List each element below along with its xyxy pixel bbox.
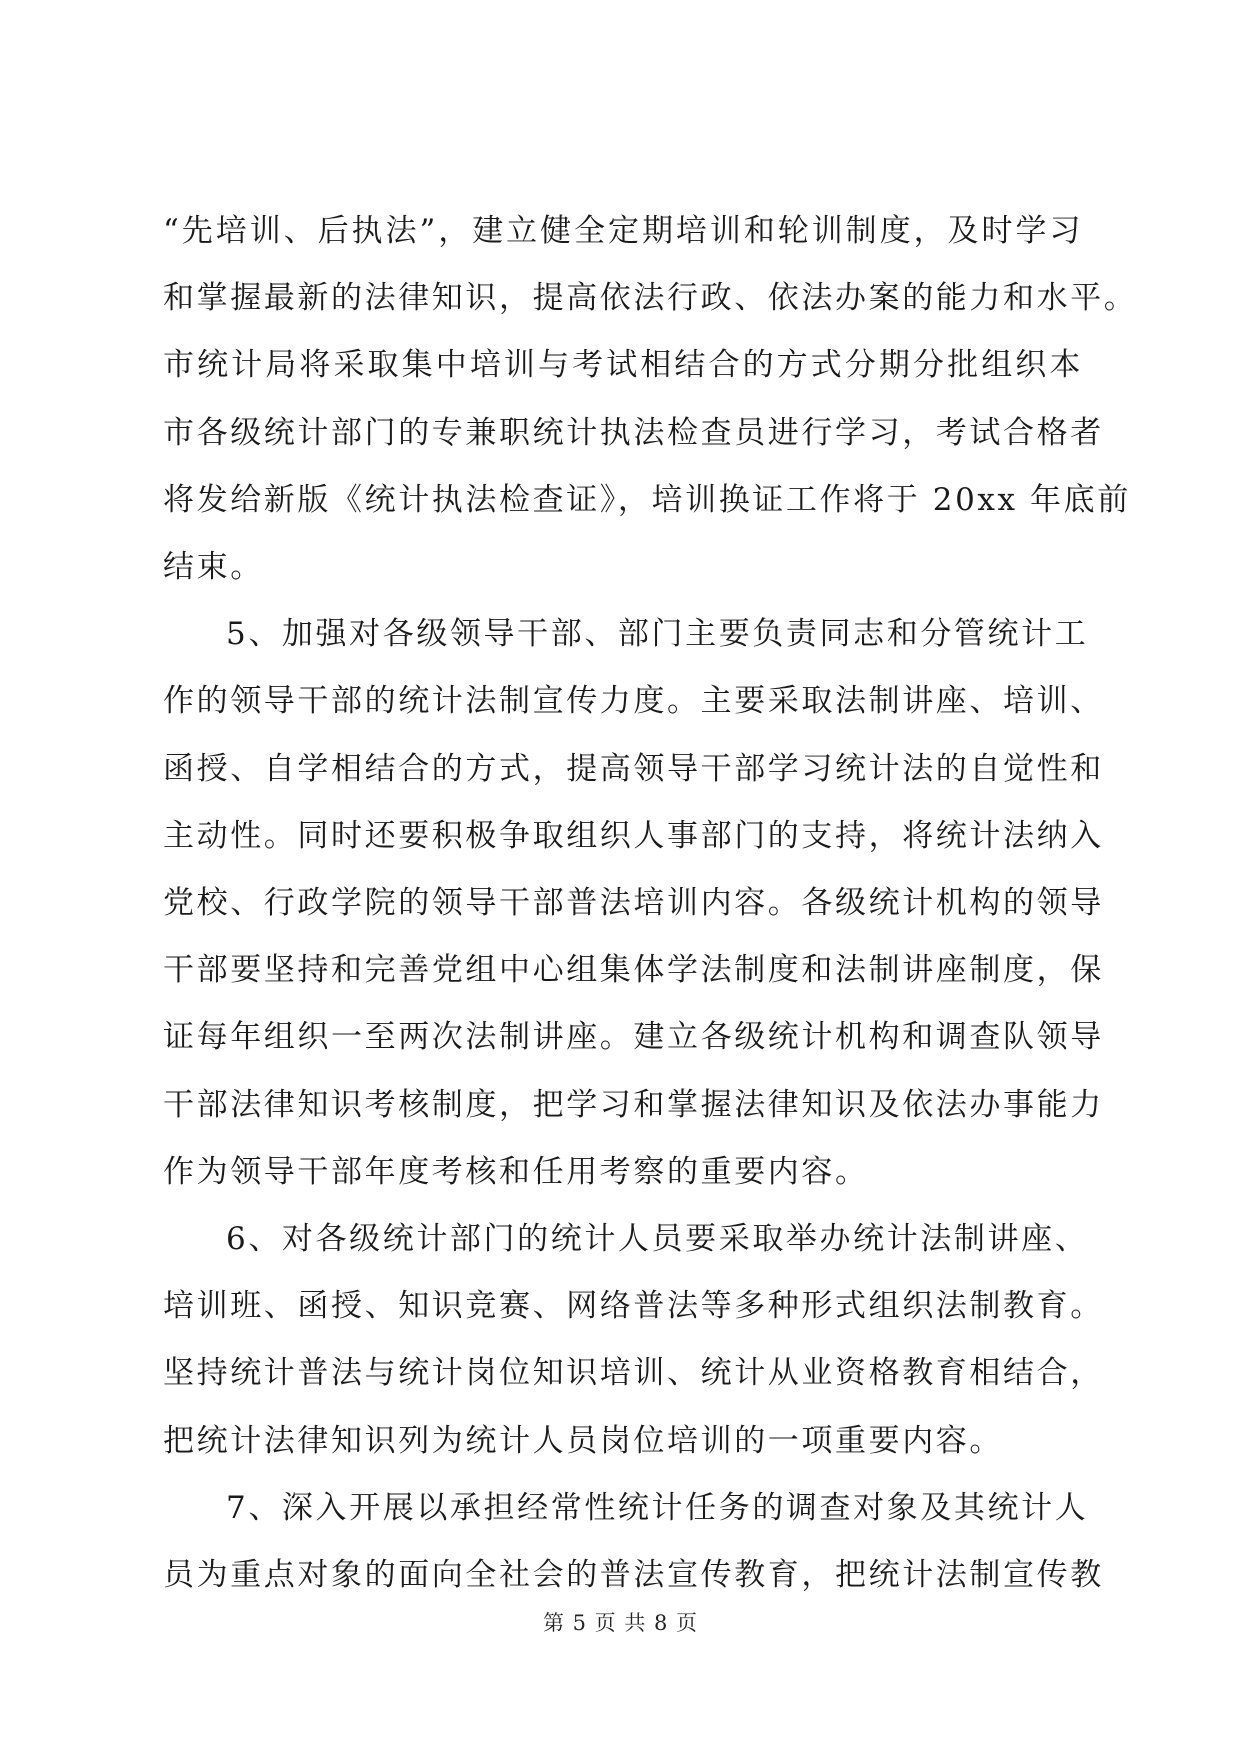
page-number-footer: 第 5 页 共 8 页 (542, 1611, 699, 1635)
text-line: 把统计法律知识列为统计人员岗位培训的一项重要内容。 (163, 1422, 1003, 1459)
text-line: 作为领导干部年度考核和任用考察的重要内容。 (163, 1153, 869, 1190)
text-line: “先培训、后执法”，建立健全定期培训和轮训制度，及时学习 (163, 213, 1083, 249)
text-line: 证每年组织一至两次法制讲座。建立各级统计机构和调查队领导 (163, 1019, 1104, 1056)
text-line: 函授、自学相结合的方式，提高领导干部学习统计法的自觉性和 (163, 750, 1104, 787)
text-line: 坚持统计普法与统计岗位知识培训、统计从业资格教育相结合， (163, 1355, 1104, 1392)
text-line: 6、对各级统计部门的统计人员要采取举办统计法制讲座、 (226, 1221, 1089, 1257)
text-line: 主动性。同时还要积极争取组织人事部门的支持，将统计法纳入 (163, 817, 1104, 854)
text-line: 干部法律知识考核制度，把学习和掌握法律知识及依法办事能力 (163, 1086, 1104, 1123)
text-line: 市各级统计部门的专兼职统计执法检查员进行学习，考试合格者 (163, 414, 1104, 451)
text-line: 和掌握最新的法律知识，提高依法行政、依法办案的能力和水平。 (163, 280, 1138, 317)
text-line: 党校、行政学院的领导干部普法培训内容。各级统计机构的领导 (163, 885, 1104, 921)
text-line: 员为重点对象的面向全社会的普法宣传教育，把统计法制宣传教 (163, 1557, 1104, 1593)
text-line: 7、深入开展以承担经常性统计任务的调查对象及其统计人 (226, 1489, 1089, 1526)
text-line: 将发给新版《统计执法检查证》，培训换证工作将于 20xx 年底前 (163, 481, 1131, 518)
text-line: 结束。 (163, 549, 264, 585)
text-line: 作的领导干部的统计法制宣传力度。主要采取法制讲座、培训、 (163, 683, 1104, 720)
text-line: 5、加强对各级领导干部、部门主要负责同志和分管统计工 (226, 616, 1089, 653)
text-line: 干部要坚持和完善党组中心组集体学法制度和法制讲座制度，保 (163, 952, 1104, 989)
text-line: 培训班、函授、知识竞赛、网络普法等多种形式组织法制教育。 (163, 1288, 1104, 1325)
text-line: 市统计局将采取集中培训与考试相结合的方式分期分批组织本 (163, 347, 1083, 384)
